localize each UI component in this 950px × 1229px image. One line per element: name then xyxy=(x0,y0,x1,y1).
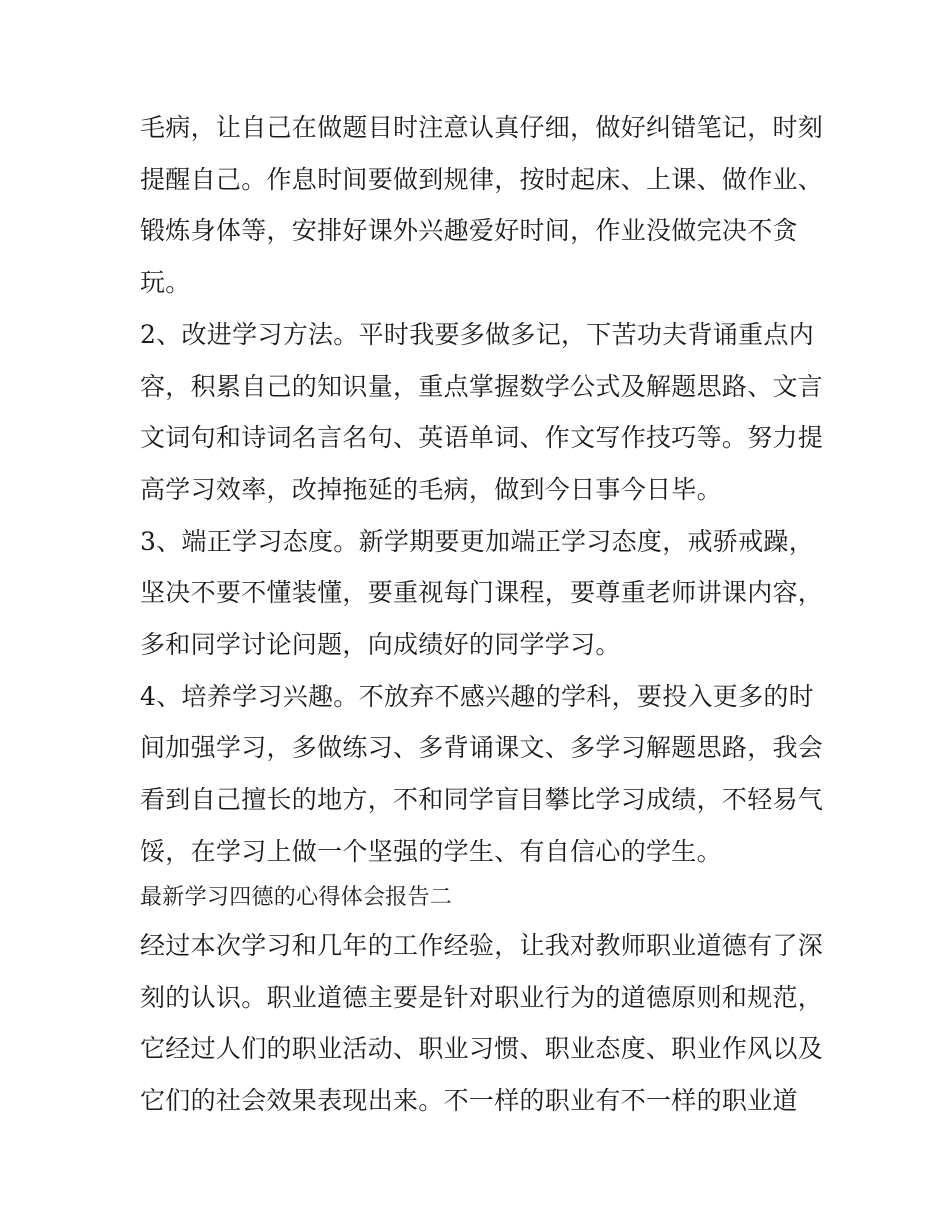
text-line: 坚决不要不懂装懂，要重视每门课程，要尊重老师讲课内容， xyxy=(140,578,824,607)
text-line: 经过本次学习和几年的工作经验，让我对教师职业道德有了深 xyxy=(140,931,824,960)
text-line: 馁，在学习上做一个坚强的学生、有自信心的学生。 xyxy=(140,837,722,866)
text-line: 提醒自己。作息时间要做到规律，按时起床、上课、做作业、 xyxy=(140,165,824,194)
text-line: 容，积累自己的知识量，重点掌握数学公式及解题思路、文言 xyxy=(140,372,824,401)
text-line: 毛病，让自己在做题目时注意认真仔细，做好纠错笔记，时刻 xyxy=(140,113,824,142)
text-line: 2、改进学习方法。平时我要多做多记，下苦功夫背诵重点内 xyxy=(140,320,815,349)
section-heading: 最新学习四德的心得体会报告二 xyxy=(140,885,453,910)
text-line: 文词句和诗词名言名句、英语单词、作文写作技巧等。努力提 xyxy=(140,423,824,452)
text-line: 3、端正学习态度。新学期要更加端正学习态度，戒骄戒躁， xyxy=(140,527,815,556)
text-line: 刻的认识。职业道德主要是针对职业行为的道德原则和规范， xyxy=(140,983,824,1012)
text-line: 多和同学讨论问题，向成绩好的同学学习。 xyxy=(140,630,621,659)
text-line: 它们的社会效果表现出来。不一样的职业有不一样的职业道 xyxy=(140,1086,798,1115)
text-line: 看到自己擅长的地方，不和同学盲目攀比学习成绩，不轻易气 xyxy=(140,785,824,814)
text-line: 锻炼身体等，安排好课外兴趣爱好时间，作业没做完决不贪 xyxy=(140,216,798,245)
text-line: 高学习效率，改掉拖延的毛病，做到今日事今日毕。 xyxy=(140,475,722,504)
text-line: 玩。 xyxy=(140,268,191,297)
text-line: 它经过人们的职业活动、职业习惯、职业态度、职业作风以及 xyxy=(140,1034,824,1063)
text-line: 4、培养学习兴趣。不放弃不感兴趣的学科，要投入更多的时 xyxy=(140,682,815,711)
text-line: 间加强学习，多做练习、多背诵课文、多学习解题思路，我会 xyxy=(140,733,824,762)
